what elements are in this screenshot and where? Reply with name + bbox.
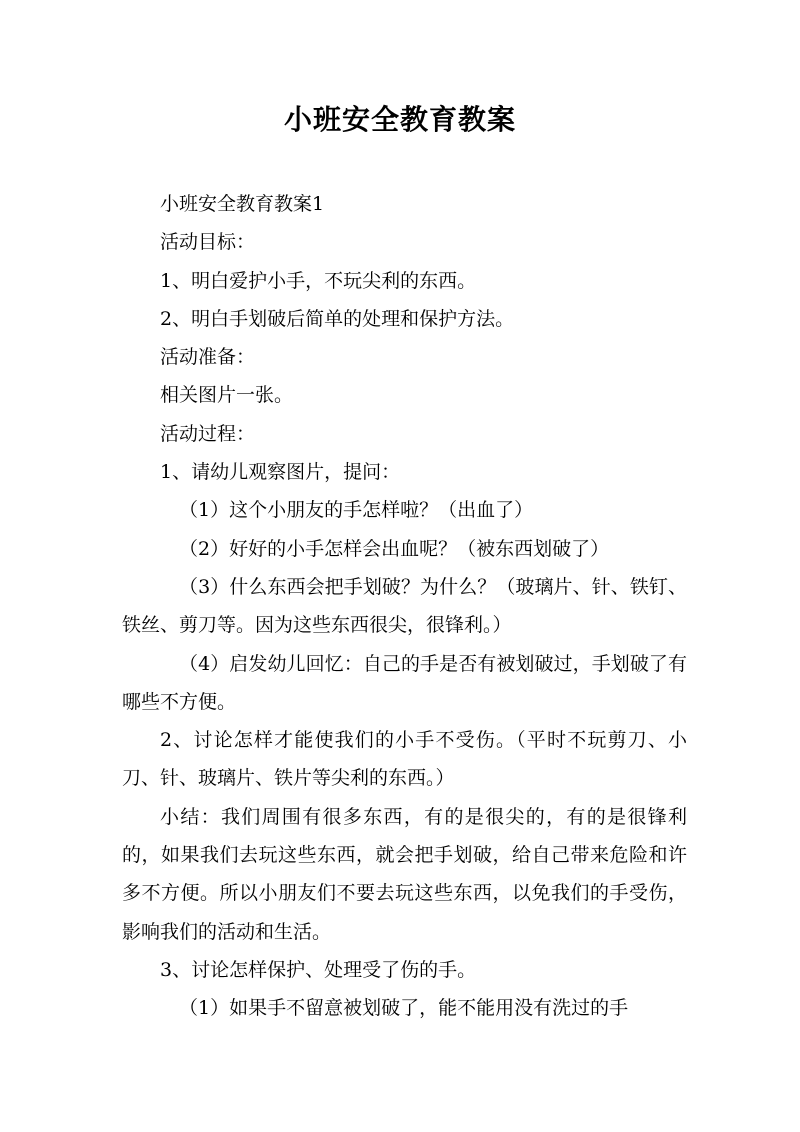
paragraph-step-2: 2、讨论怎样才能使我们的小手不受伤。（平时不玩剪刀、小刀、针、玻璃片、铁片等尖利的东西。） [122, 729, 687, 790]
document-body [122, 185, 687, 1028]
paragraph-question-3: （3）什么东西会把手划破？为什么？（玻璃片、针、铁钉、铁丝、剪刀等。因为这些东西很尖，很锋利。） [122, 575, 687, 637]
paragraph-step-1: 1、请幼儿观察图片，提问： [160, 461, 401, 484]
paragraph-prep-heading: 活动准备： [160, 346, 256, 369]
paragraph-question-1: （1）这个小朋友的手怎样啦？（出血了） [179, 499, 534, 522]
paragraph-step-3: 3、讨论怎样保护、处理受了伤的手。 [160, 958, 477, 981]
page-title: 小班安全教育教案 [283, 103, 516, 136]
section-heading: 小班安全教育教案1 [160, 193, 325, 215]
paragraph-summary: 小结：我们周围有很多东西，有的是很尖的，有的是很锋利的，如果我们去玩这些东西，就会把手划破，给自己带来危险和许多不方便。所以小朋友们不要去玩这些东西，以免我们的手受伤，影响我们的活动和生活。 [122, 805, 687, 943]
paragraph-goal-1: 1、明白爱护小手，不玩尖利的东西。 [160, 269, 477, 292]
paragraph-question-2: （2）好好的小手怎样会出血呢？（被东西划破了） [179, 537, 610, 560]
paragraph-question-4: （4）启发幼儿回忆：自己的手是否有被划破过，手划破了有哪些不方便。 [122, 652, 687, 713]
paragraph-process-heading: 活动过程： [160, 422, 256, 445]
paragraph-goal-2: 2、明白手划破后简单的处理和保护方法。 [160, 307, 515, 330]
paragraph-prep: 相关图片一张。 [160, 384, 294, 407]
paragraph-question-5: （1）如果手不留意被划破了，能不能用没有洗过的手 [179, 997, 629, 1020]
paragraph-goal-heading: 活动目标： [160, 231, 256, 254]
